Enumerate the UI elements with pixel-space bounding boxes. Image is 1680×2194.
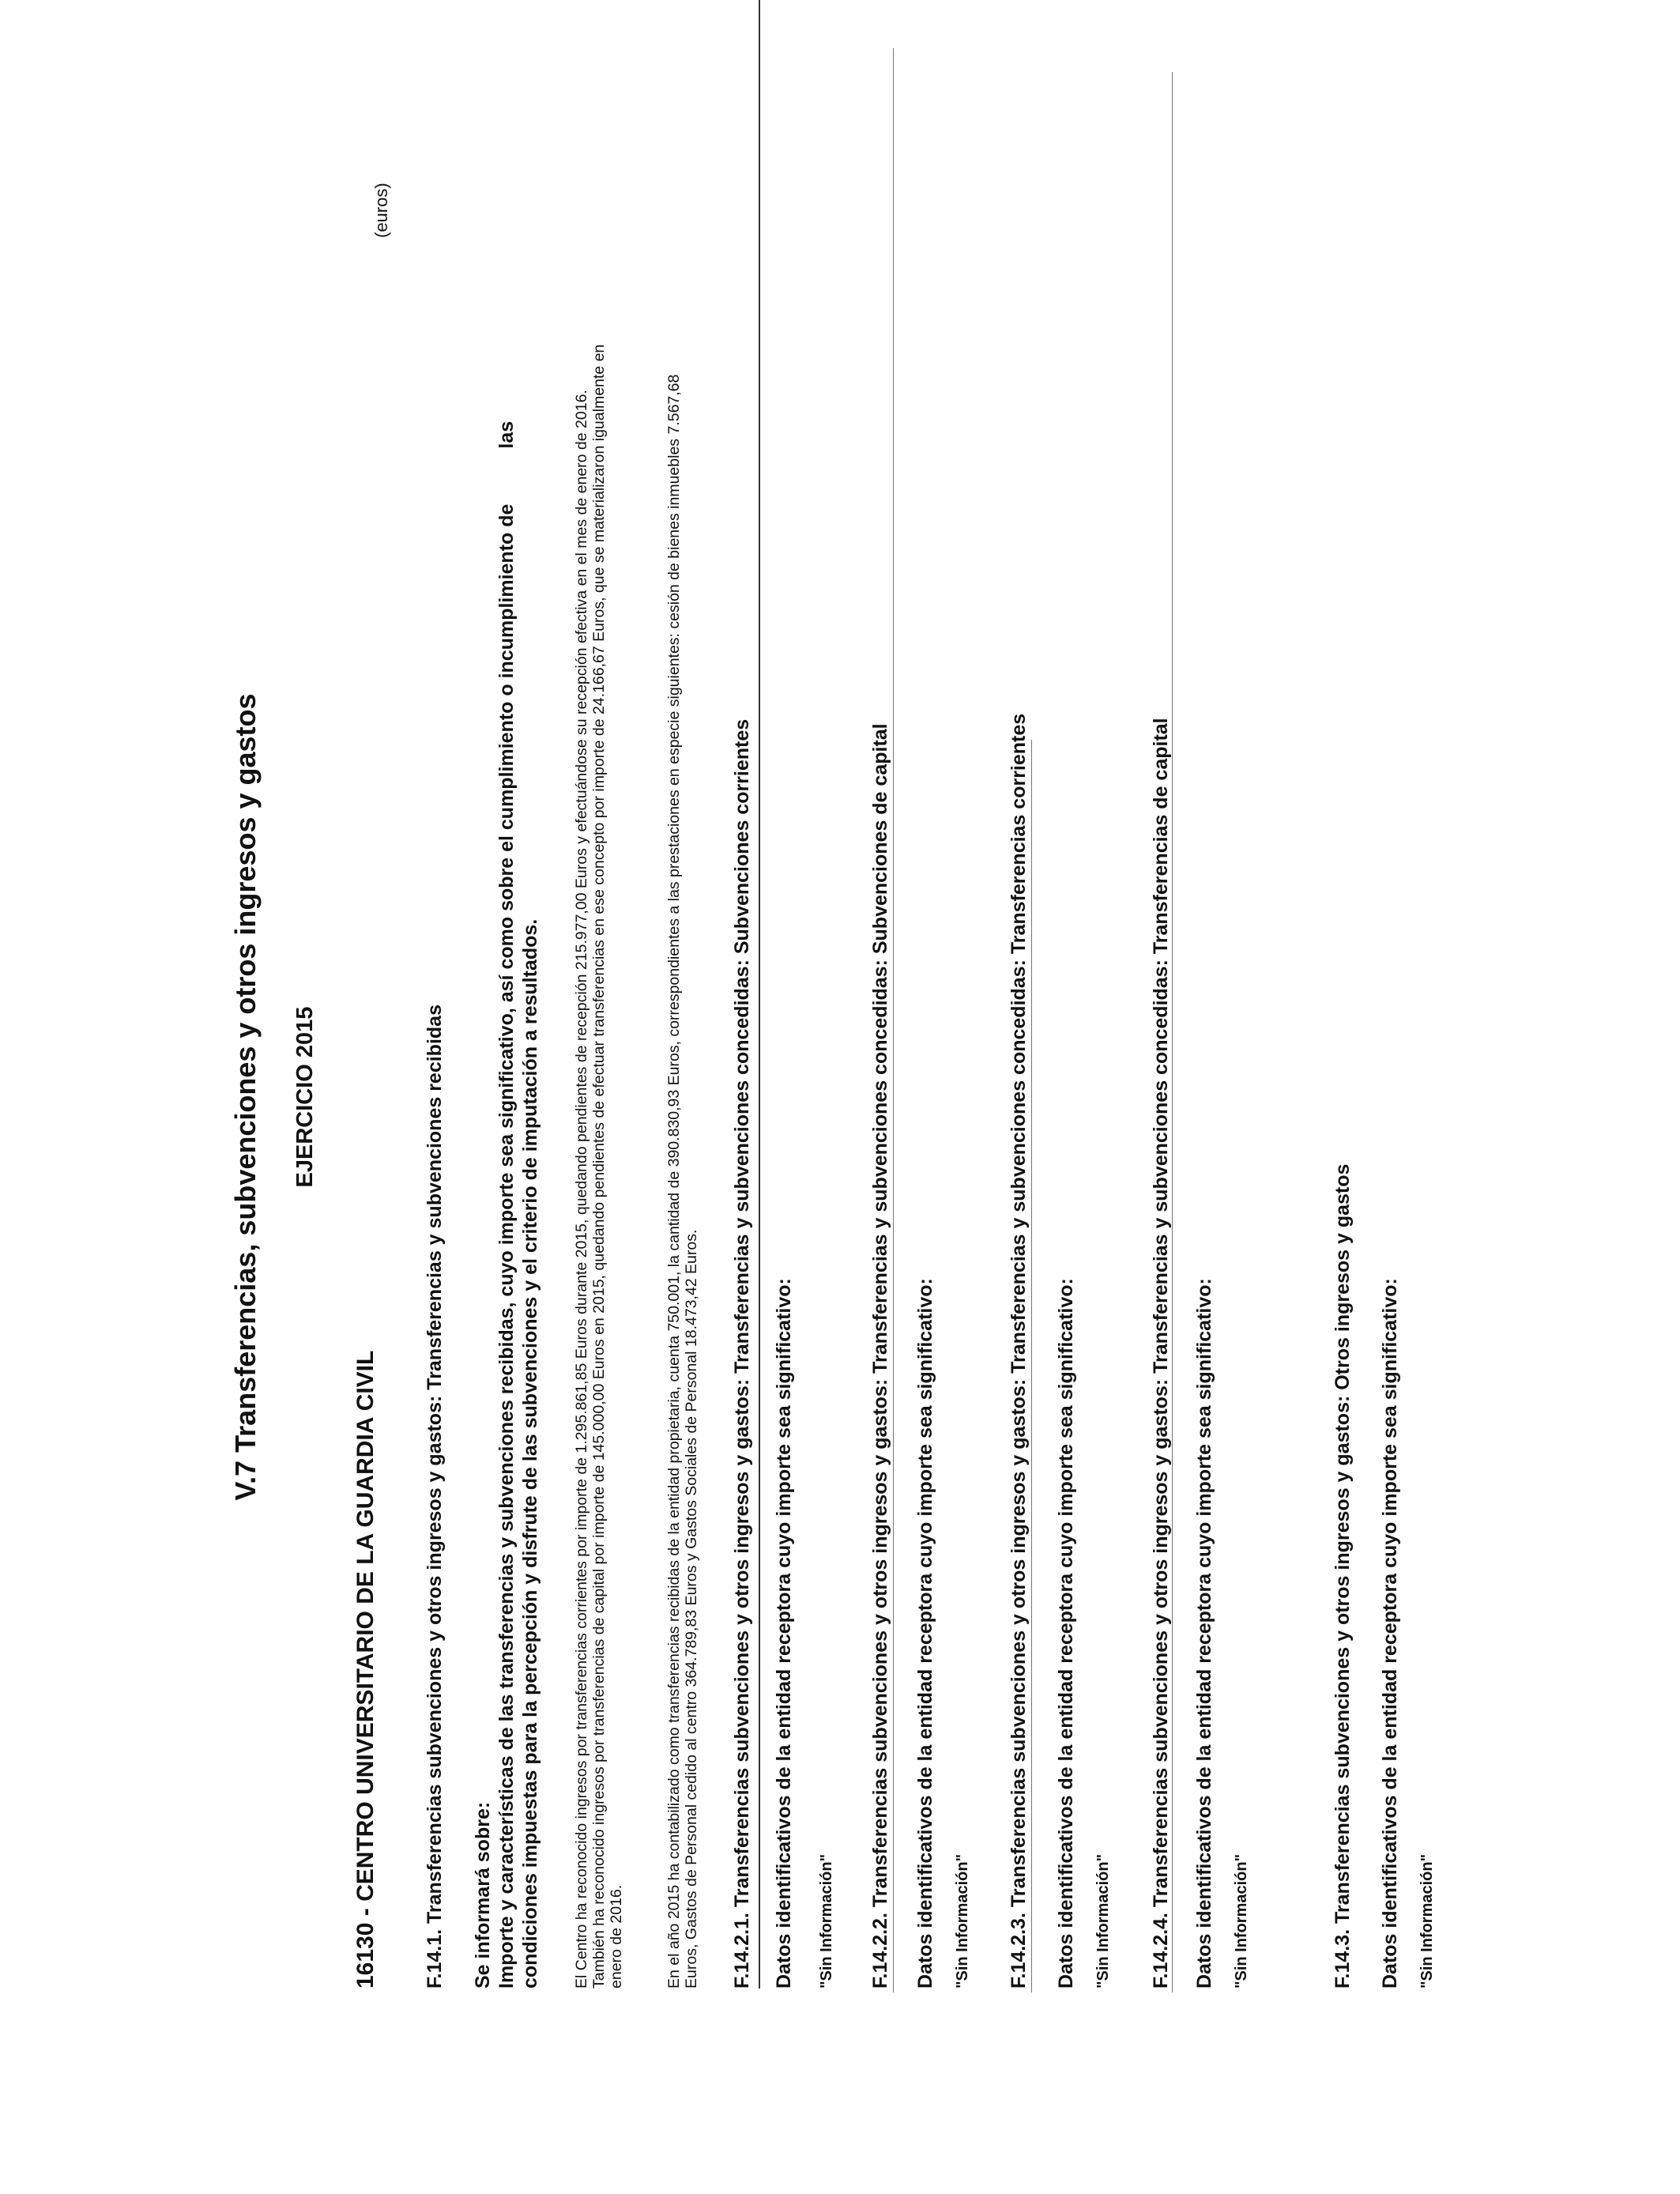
- section-f1424-value: "Sin Información": [1233, 1853, 1250, 1989]
- section-f1424-heading: F.14.2.4. Transferencias subvenciones y otros ingresos y gastos: Transferencias y subvenciones concedidas: Transferencias de capital: [1150, 718, 1172, 1989]
- table-rule: [1031, 740, 1032, 1992]
- info-line-1-end: las: [495, 420, 518, 449]
- info-line-1-text: Importe y características de las transferencias y subvenciones recibidas, cuyo importe sea significativo, así como sobre el cumplimiento o incumplimiento de: [495, 503, 518, 1989]
- entity-name: 16130 - CENTRO UNIVERSITARIO DE LA GUARDIA CIVIL: [352, 1350, 379, 1989]
- section-f143-value: "Sin Información": [1418, 1853, 1436, 1989]
- section-f141-heading: F.14.1. Transferencias subvenciones y otros ingresos y gastos: Transferencias y subvenciones recibidas: [424, 1005, 446, 1989]
- section-f143-label: Datos identificativos de la entidad receptora cuyo importe sea significativo:: [1379, 1278, 1401, 1989]
- section-f1421-label: Datos identificativos de la entidad receptora cuyo importe sea significativo:: [773, 1278, 795, 1989]
- section-f1424-label: Datos identificativos de la entidad receptora cuyo importe sea significativo:: [1193, 1278, 1215, 1989]
- section-f1422-value: "Sin Información": [954, 1853, 971, 1989]
- units-label: (euros): [371, 183, 391, 238]
- section-f1421-heading: F.14.2.1. Transferencias subvenciones y otros ingresos y gastos: Transferencias y subvenciones concedidas: Subvenciones corrientes: [731, 718, 753, 1989]
- paragraph-in-kind: En el año 2015 ha contabilizado como transferencias recibidas de la entidad propietaria, cuenta 750.001, la cantidad de 390.830,93 Euros, correspondientes a las prestaciones en especie siguientes: cesión de bienes inmuebles 7.567,68 Euros, Gastos de Personal cedido al centro 364.789,83 Euros y Gastos Sociales de Personal 18.473,42 Euros.: [665, 374, 700, 1989]
- info-block: [471, 421, 542, 1989]
- section-f1422-heading: F.14.2.2. Transferencias subvenciones y otros ingresos y gastos: Transferencias y subvenciones concedidas: Subvenciones de capital: [869, 723, 891, 1989]
- exercise-year: EJERCICIO 2015: [292, 1006, 318, 1188]
- page-title: V.7 Transferencias, subvenciones y otros ingresos y gastos: [229, 693, 262, 1501]
- section-f1423-value: "Sin Información": [1094, 1853, 1112, 1989]
- section-f1421-value: "Sin Información": [818, 1853, 835, 1989]
- table-rule: [893, 48, 894, 1992]
- section-divider: [759, 0, 760, 1989]
- info-line-1: [495, 421, 518, 1989]
- info-label: Se informará sobre:: [472, 1801, 494, 1989]
- section-f1423-label: Datos identificativos de la entidad receptora cuyo importe sea significativo:: [1055, 1278, 1077, 1989]
- section-f143-heading: F.14.3. Transferencias subvenciones y otros ingresos y gastos: Otros ingresos y gastos: [1332, 1163, 1354, 1989]
- section-f1423-heading: F.14.2.3. Transferencias subvenciones y otros ingresos y gastos: Transferencias y subvenciones concedidas: Transferencias corrientes: [1008, 713, 1030, 1989]
- info-line-2: condiciones impuestas para la percepción y disfrute de las subvenciones y el criterio de imputación a resultados.: [519, 918, 541, 1989]
- section-f1422-label: Datos identificativos de la entidad receptora cuyo importe sea significativo:: [914, 1278, 936, 1989]
- paragraph-transfers: El Centro ha reconocido ingresos por transferencias corrientes por importe de 1.295.861,85 Euros durante 2015, quedando pendientes de recepción 215.977,00 Euros y efectuándose su recepción efectiva en el mes de enero de 2016. También ha reconocido ingresos por transferencias de capital por importe de 145.000,00 Euros en 2015, quedando pendientes de efectuar transferencias en ese concepto por importe de 24.166,67 Euros, que se materializaron igualmente en enero de 2016.: [573, 344, 625, 1989]
